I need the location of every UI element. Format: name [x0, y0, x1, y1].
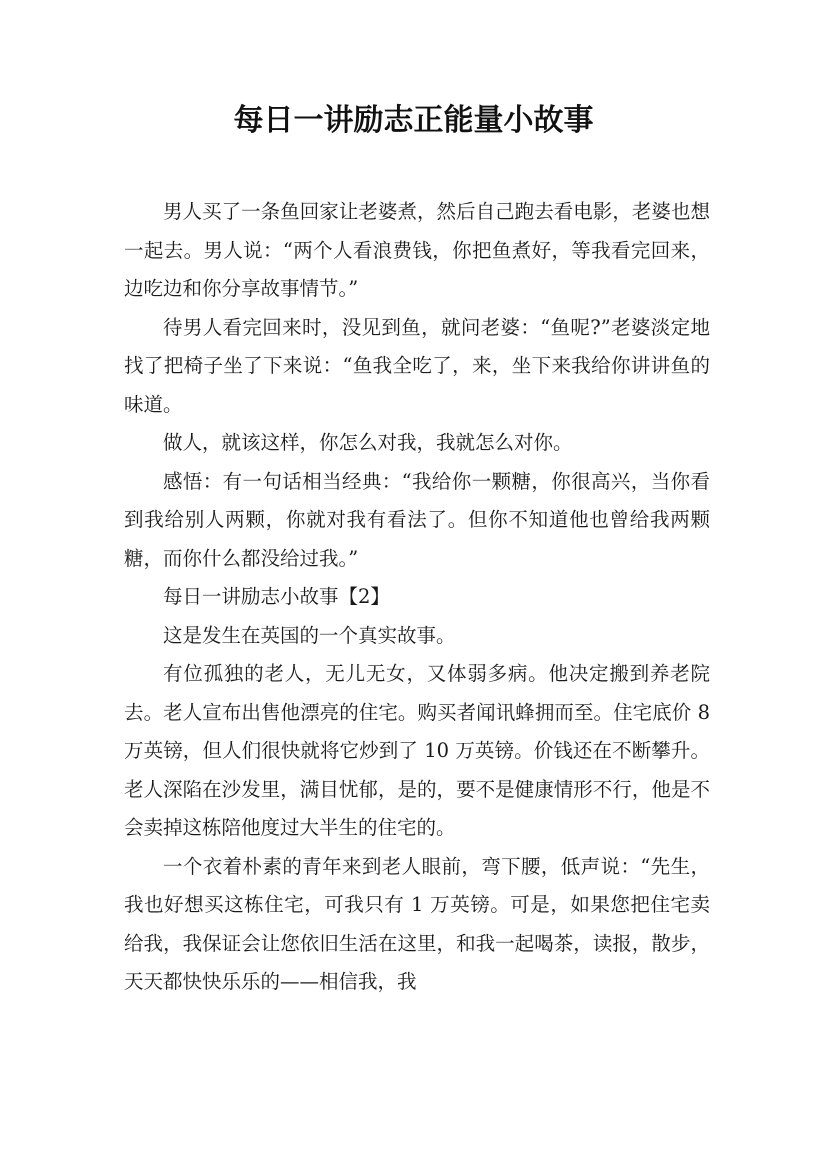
- paragraph: 有位孤独的老人，无儿无女，又体弱多病。他决定搬到养老院去。老人宣布出售他漂亮的住宅。购买者闻讯蜂拥而至。住宅底价 8 万英镑，但人们很快就将它炒到了 10 万英镑。价钱还在不断攀升。老人深陷在沙发里，满目忧郁，是的，要不是健康情形不行，他是不会卖掉这栋陪他度过大半生的住宅的。: [124, 662, 710, 839]
- paragraph: 男人买了一条鱼回家让老婆煮，然后自己跑去看电影，老婆也想一起去。男人说：“两个人看浪费钱，你把鱼煮好，等我看完回来，边吃边和你分享故事情节。”: [124, 200, 710, 300]
- document-title: 每日一讲励志正能量小故事: [233, 103, 594, 138]
- document-body: [124, 193, 710, 1002]
- paragraph: 感悟：有一句话相当经典：“我给你一颗糖，你很高兴，当你看到我给别人两颗，你就对我有看法了。但你不知道他也曾给我两颗糖，而你什么都没给过我。”: [124, 469, 710, 570]
- paragraph: 一个衣着朴素的青年来到老人眼前，弯下腰，低声说：“先生，我也好想买这栋住宅，可我只有 1 万英镑。可是，如果您把住宅卖给我，我保证会让您依旧生活在这里，和我一起喝茶，读报，散步，天天都快快乐乐的——相信我，我: [124, 854, 710, 993]
- paragraph: 这是发生在英国的一个真实故事。: [163, 623, 456, 647]
- section-heading: 每日一讲励志小故事【2】: [163, 585, 390, 608]
- paragraph: 待男人看完回来时，没见到鱼，就问老婆：“鱼呢?”老婆淡定地找了把椅子坐了下来说：“鱼我全吃了，来，坐下来我给你讲讲鱼的味道。: [124, 315, 710, 416]
- paragraph: 做人，就该这样，你怎么对我，我就怎么对你。: [163, 431, 573, 454]
